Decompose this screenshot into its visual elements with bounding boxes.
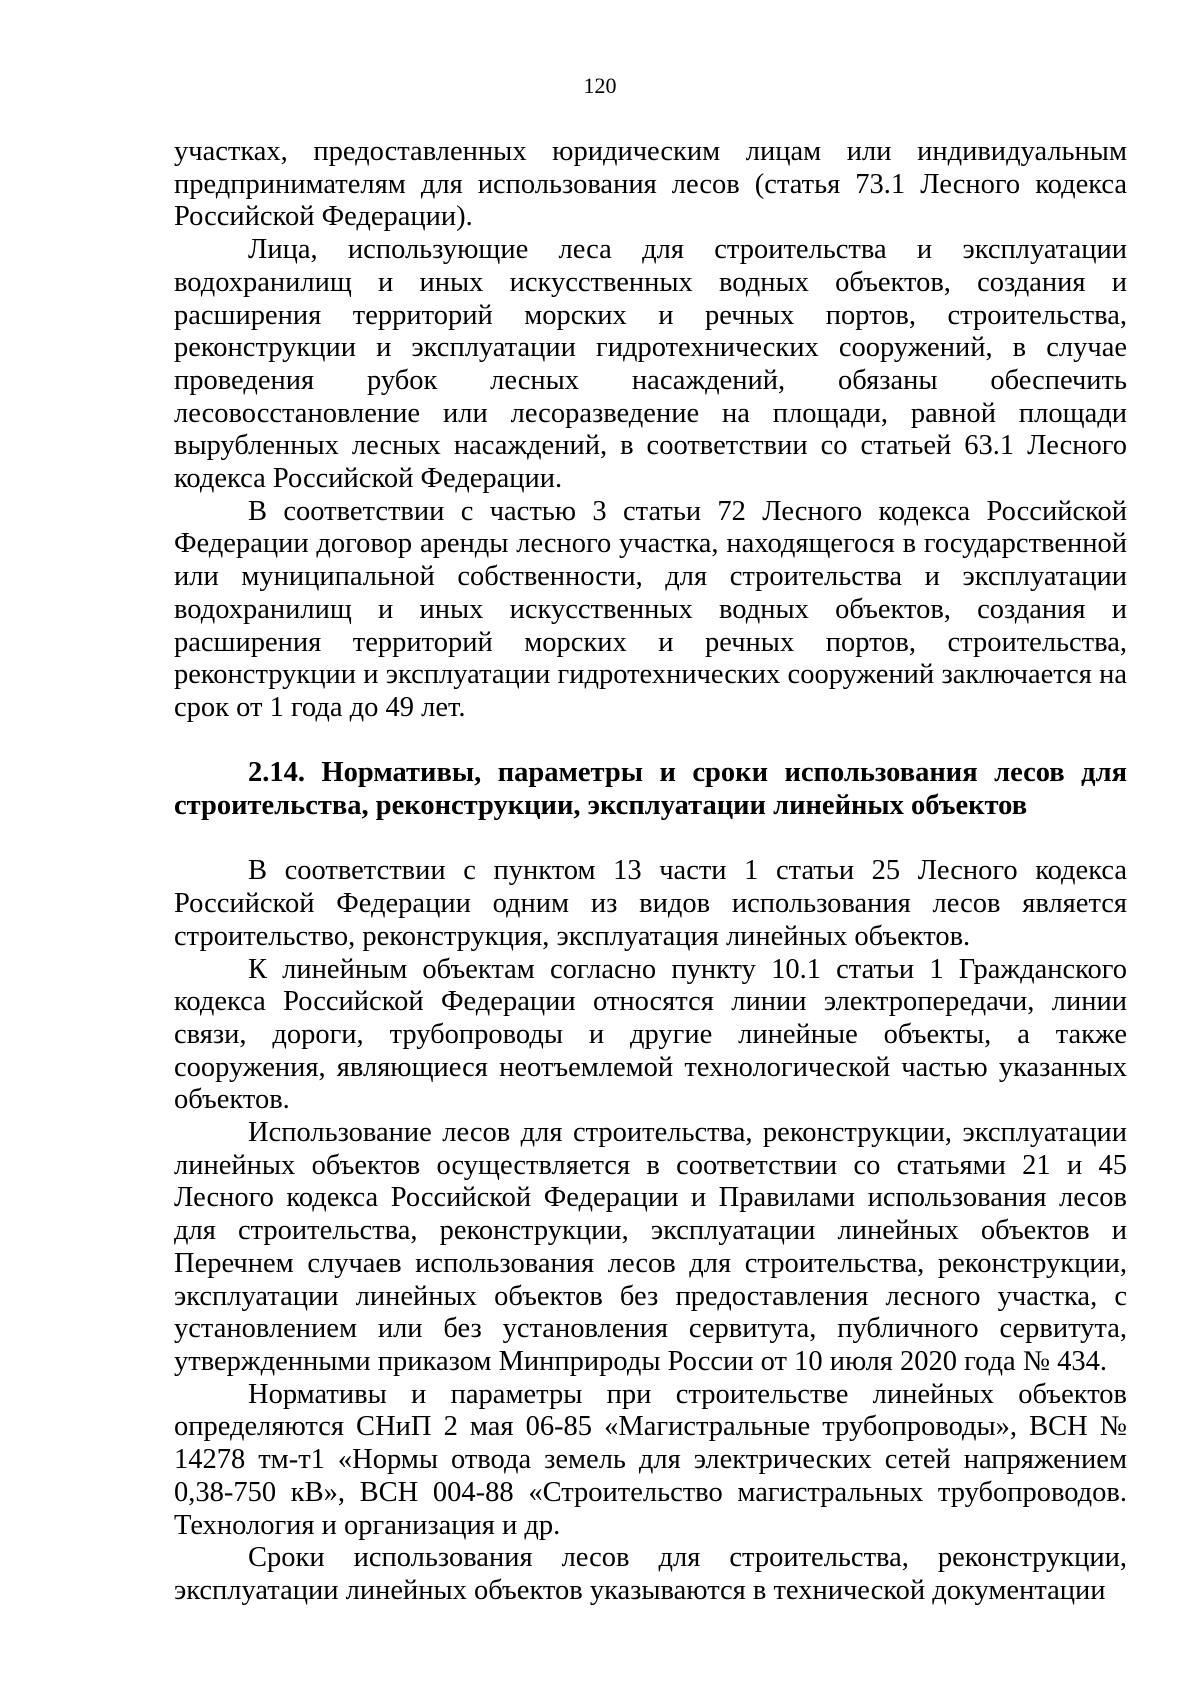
section-heading: 2.14. Нормативы, параметры и сроки использования лесов для строительства, реконструкции, эксплуатации линейных объектов xyxy=(174,757,1127,822)
paragraph: В соответствии с пунктом 13 части 1 статьи 25 Лесного кодекса Российской Федерации одним из видов использования лесов является строительство, реконструкция, эксплуатация линейных объектов. xyxy=(174,855,1127,952)
document-body xyxy=(174,136,1127,1608)
paragraph-continues: Сроки использования лесов для строительства, реконструкции, эксплуатации линейных объектов указываются в технической документации xyxy=(174,1542,1127,1606)
paragraph: Лица, использующие леса для строительства и эксплуатации водохранилищ и иных искусственных водных объектов, создания и расширения территорий морских и речных портов, строительства, реконструкции и эксплуатации гидротехнических сооружений, в случае проведения рубок лесных насаждений, обязаны обеспечить лесовосстановление или лесоразведение на площади, равной площади вырубленных лесных насаждений, в соответствии со статьей 63.1 Лесного кодекса Российской Федерации. xyxy=(174,234,1127,495)
paragraph: В соответствии с частью 3 статьи 72 Лесного кодекса Российской Федерации договор аренды лесного участка, находящегося в государственной или муниципальной собственности, для строительства и эксплуатации водохранилищ и иных искусственных водных объектов, создания и расширения территорий морских и речных портов, строительства, реконструкции и эксплуатации гидротехнических сооружений заключается на срок от 1 года до 49 лет. xyxy=(174,495,1127,723)
paragraph: К линейным объектам согласно пункту 10.1 статьи 1 Гражданского кодекса Российской Федерации относятся линии электропередачи, линии связи, дороги, трубопроводы и другие линейные объекты, а также сооружения, являющиеся неотъемлемой технологической частью указанных объектов. xyxy=(174,953,1127,1116)
paragraph: Использование лесов для строительства, реконструкции, эксплуатации линейных объектов осуществляется в соответствии со статьями 21 и 45 Лесного кодекса Российской Федерации и Правилами использования лесов для строительства, реконструкции, эксплуатации линейных объектов и Перечнем случаев использования лесов для строительства, реконструкции, эксплуатации линейных объектов без предоставления лесного участка, с установлением или без установления сервитута, публичного сервитута, утвержденными приказом Минприроды России от 10 июля 2020 года № 434. xyxy=(174,1117,1127,1377)
paragraph-continuation: участках, предоставленных юридическим лицам или индивидуальным предпринимателям для использования лесов (статья 73.1 Лесного кодекса Российской Федерации). xyxy=(174,136,1127,233)
paragraph: Нормативы и параметры при строительстве линейных объектов определяются СНиП 2 мая 06-85 «Магистральные трубопроводы», ВСН № 14278 тм-т1 «Нормы отвода земель для электрических сетей напряжением 0,38-750 кВ», ВСН 004-88 «Строительство магистральных трубопроводов. Технология и организация и др. xyxy=(174,1378,1127,1541)
page-number: 120 xyxy=(583,73,617,98)
